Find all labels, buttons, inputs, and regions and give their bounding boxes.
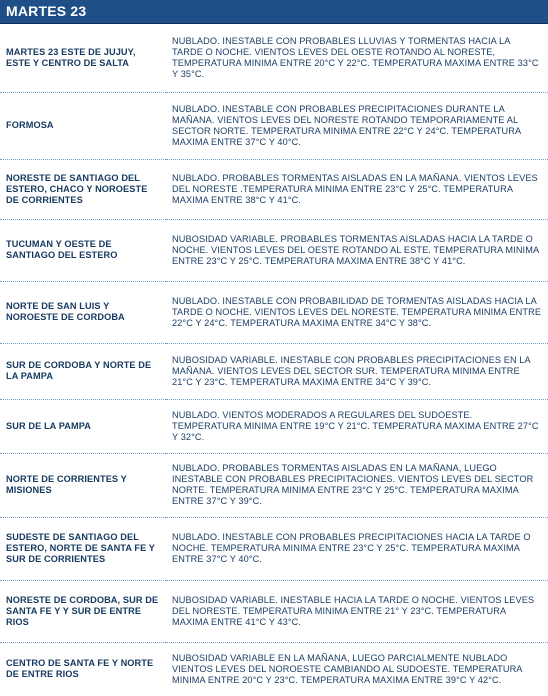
table-row <box>0 453 548 517</box>
forecast-text: NUBLADO. PROBABLES TORMENTAS AISLADAS EN LA MAÑANA. VIENTOS LEVES DEL NORESTE .TEMPERATURA MINIMA ENTRE 23°C Y 25°C. TEMPERATURA MAXIMA ENTRE 38°C Y 41°C. <box>172 172 538 205</box>
table-row <box>0 219 548 281</box>
forecast-text: NUBLADO. INESTABLE CON PROBABLES LLUVIAS Y TORMENTAS HACIA LA TARDE O NOCHE. VIENTOS LEVES DEL OESTE ROTANDO AL NORESTE, TEMPERATURA MINIMA ENTRE 20°C Y 22°C. TEMPERATURA MAXIMA ENTRE 33°C Y 35°C. <box>172 36 539 80</box>
forecast-text: NUBOSIDAD VARIABLE. INESTABLE CON PROBABLES PRECIPITACIONES EN LA MAÑANA. VIENTOS LEVES DEL SECTOR SUR. TEMPERATURA MINIMA ENTRE 21°C Y 23°C. TEMPERATURA MAXIMA ENTRE 34°C Y 39°C. <box>172 354 531 387</box>
forecast-text: NUBLADO. INESTABLE CON PROBABILIDAD DE TORMENTAS AISLADAS HACIA LA TARDE O NOCHE. VIENTOS LEVES DEL NORESTE. TEMPERATURA MINIMA ENTRE 22°C Y 24°C. TEMPERATURA MAXIMA ENTRE 34°C Y 38°C. <box>172 295 542 328</box>
forecast-text: NUBOSIDAD VARIABLE. INESTABLE HACIA LA TARDE O NOCHE. VIENTOS LEVES DEL NORESTE. TEMPERATURA MINIMA ENTRE 21° Y 23°C. TEMPERATURA MAXIMA ENTRE 41°C Y 43°C. <box>172 594 535 627</box>
table-row <box>0 642 548 696</box>
region-name: CENTRO DE SANTA FE Y NORTE DE ENTRE RIOS <box>6 658 154 680</box>
day-title: MARTES 23 <box>6 3 87 19</box>
region-name: NORTE DE SAN LUIS Y NOROESTE DE CORDOBA <box>6 301 125 322</box>
forecast-text: NUBOSIDAD VARIABLE. PROBABLES TORMENTAS AISLADAS HACIA LA TARDE O NOCHE. VIENTOS LEVES DEL OESTE ROTANDO AL ESTE. TEMPERATURA MINIMA ENTRE 23°C Y 25°C. TEMPERATURA MAXIMA ENTRE 38°C Y 41°C. <box>172 233 539 266</box>
forecast-text: NUBLADO. INESTABLE CON PROBABLES PRECIPITACIONES DURANTE LA MAÑANA. VIENTOS LEVES DEL NORESTE ROTANDO TEMPORARIAMENTE AL SECTOR NORTE. TEMPERATURA MINIMA ENTRE 22°C Y 24°C. TEMPERATURA MAXIMA ENTRE 37°C Y 40°C. <box>172 103 521 147</box>
forecast-text: NUBLADO. VIENTOS MODERADOS A REGULARES DEL SUDOESTE. TEMPERATURA MINIMA ENTRE 19°C Y 21°C. TEMPERATURA MAXIMA ENTRE 27°C Y 32°C. <box>172 409 539 442</box>
table-row <box>0 399 548 453</box>
region-name: TUCUMAN Y OESTE DE SANTIAGO DEL ESTERO <box>6 239 118 260</box>
region-name: NORESTE DE SANTIAGO DEL ESTERO, CHACO Y NOROESTE DE CORRIENTES <box>6 172 148 205</box>
forecast-text: NUBLADO. INESTABLE CON PROBABLES PRECIPITACIONES HACIA LA TARDE O NOCHE. TEMPERATURA MINIMA ENTRE 23°C Y 25°C. TEMPERATURA MAXIMA ENTRE 37°C Y 40°C. <box>172 532 531 564</box>
region-name: MARTES 23 ESTE DE JUJUY, ESTE Y CENTRO DE SALTA <box>6 47 136 69</box>
forecast-text: NUBOSIDAD VARIABLE EN LA MAÑANA, LUEGO PARCIALMENTE NUBLADO VIENTOS LEVES DEL NOROESTE CAMBIANDO AL SUDOESTE. TEMPERATURA MINIMA ENTRE 20°C Y 23°C. TEMPERATURA MAXIMA ENTRE 39°C Y 42°C. <box>172 652 523 685</box>
forecast-table <box>0 25 548 696</box>
table-row <box>0 343 548 399</box>
table-row <box>0 580 548 642</box>
table-row <box>0 517 548 580</box>
table-row <box>0 281 548 343</box>
table-row <box>0 25 548 92</box>
region-name: FORMOSA <box>6 120 54 130</box>
region-name: SUR DE CORDOBA Y NORTE DE LA PAMPA <box>6 360 152 381</box>
region-name: NORESTE DE CORDOBA, SUR DE SANTA FE Y Y SUR DE ENTRE RIOS <box>6 594 159 627</box>
day-header <box>0 0 548 24</box>
region-name: SUR DE LA PAMPA <box>6 420 92 431</box>
region-name: NORTE DE CORRIENTES Y MISIONES <box>6 474 127 495</box>
region-name: SUDESTE DE SANTIAGO DEL ESTERO, NORTE DE SANTA FE Y SUR DE CORRIENTES <box>6 532 155 564</box>
table-row <box>0 159 548 219</box>
forecast-text: NUBLADO. PROBABLES TORMENTAS AISLADAS EN LA MAÑANA, LUEGO INESTABLE CON PROBABLES PRECIPITACIONES. VIENTOS LEVES DEL SECTOR NORTE. TEMPERATURA MINIMA ENTRE 23°C Y 25°C. TEMPERATURA MAXIMA ENTRE 37°C Y 39°C. <box>172 463 534 506</box>
table-row <box>0 92 548 159</box>
